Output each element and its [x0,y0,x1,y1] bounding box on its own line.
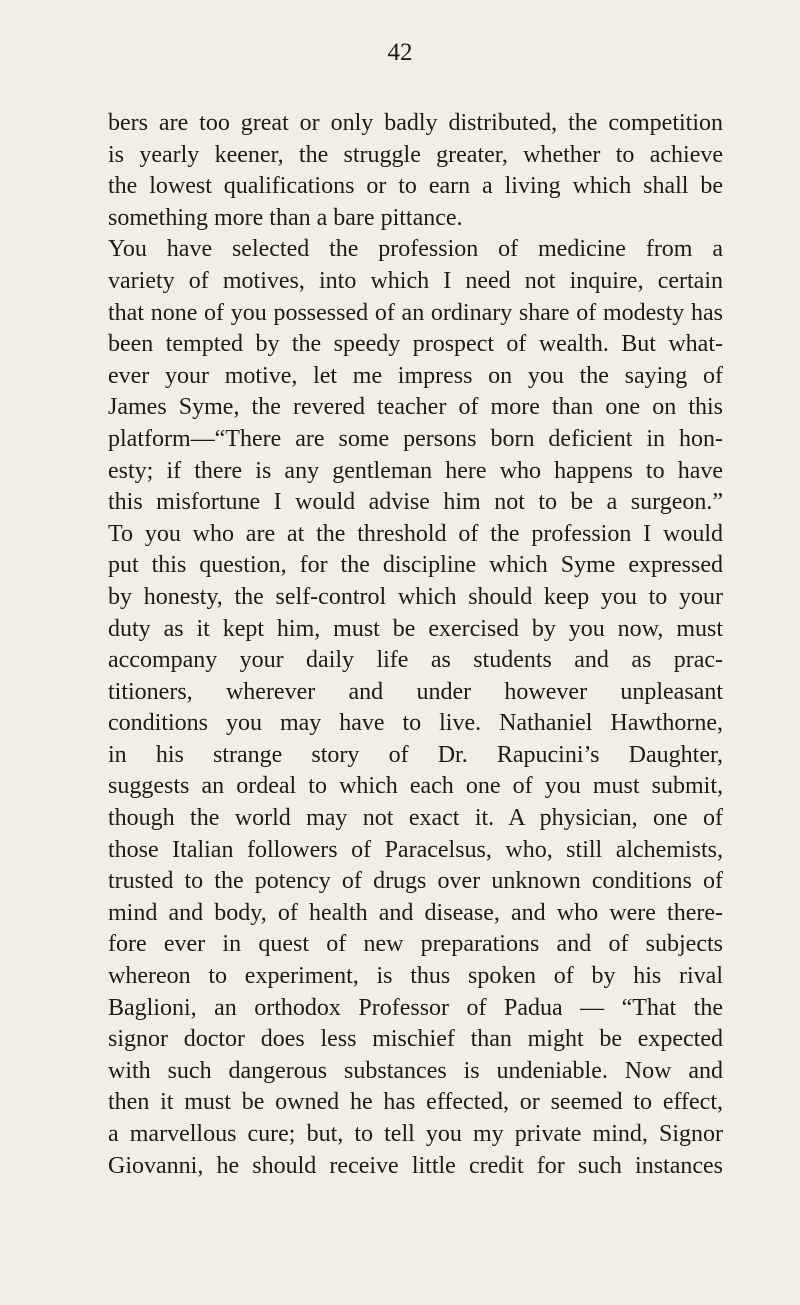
text-line: Baglioni, an orthodox Professor of Padua — “That the [108,994,723,1021]
text-line: trusted to the potency of drugs over unknown conditions of [108,868,723,895]
text-line: To you who are at the threshold of the profession I would [108,520,723,547]
text-line: esty; if there is any gentleman here who happens to have [108,457,723,484]
text-line: is yearly keener, the struggle greater, whether to achieve [108,141,723,168]
text-line: suggests an ordeal to which each one of you must submit, [108,773,723,800]
text-line: something more than a bare pittance. [108,204,463,231]
text-line: whereon to experiment, is thus spoken of by his rival [108,963,723,990]
text-line: the lowest qualifications or to earn a living which shall be [108,173,723,200]
text-line: duty as it kept him, must be exercised by you now, must [108,615,723,642]
text-line: signor doctor does less mischief than might be expected [108,1026,723,1053]
body-text [108,108,723,1182]
text-line: James Syme, the revered teacher of more than one on this [108,394,723,421]
text-line: though the world may not exact it. A physician, one of [108,805,723,832]
text-line: accompany your daily life as students and as prac- [108,647,723,674]
text-line: ever your motive, let me impress on you the saying of [108,362,723,389]
text-line: titioners, wherever and under however unpleasant [108,678,723,705]
text-line: those Italian followers of Paracelsus, who, still alchemists, [108,836,723,863]
text-line: Giovanni, he should receive little credit for such instances [108,1152,723,1179]
text-line: variety of motives, into which I need not inquire, certain [108,267,723,294]
text-line: mind and body, of health and disease, and who were there- [108,899,723,926]
text-line: You have selected the profession of medicine from a [108,236,723,263]
text-line: in his strange story of Dr. Rapucini’s Daughter, [108,741,723,768]
text-line: by honesty, the self-control which should keep you to your [108,583,723,610]
text-line: been tempted by the speedy prospect of wealth. But what- [108,331,723,358]
text-line: with such dangerous substances is undeniable. Now and [108,1057,723,1084]
text-line: that none of you possessed of an ordinary share of modesty has [108,299,723,326]
text-line: conditions you may have to live. Nathaniel Hawthorne, [108,710,723,737]
text-line: this misfortune I would advise him not to be a surgeon.” [108,489,723,516]
text-line: then it must be owned he has effected, or seemed to effect, [108,1089,723,1116]
text-line: put this question, for the discipline which Syme expressed [108,552,723,579]
page-number: 42 [387,39,413,66]
text-line: fore ever in quest of new preparations and of subjects [108,931,723,958]
text-line: platform—“There are some persons born deficient in hon- [108,425,723,452]
text-line: bers are too great or only badly distributed, the competition [108,110,723,136]
text-line: a marvellous cure; but, to tell you my private mind, Signor [108,1121,723,1147]
